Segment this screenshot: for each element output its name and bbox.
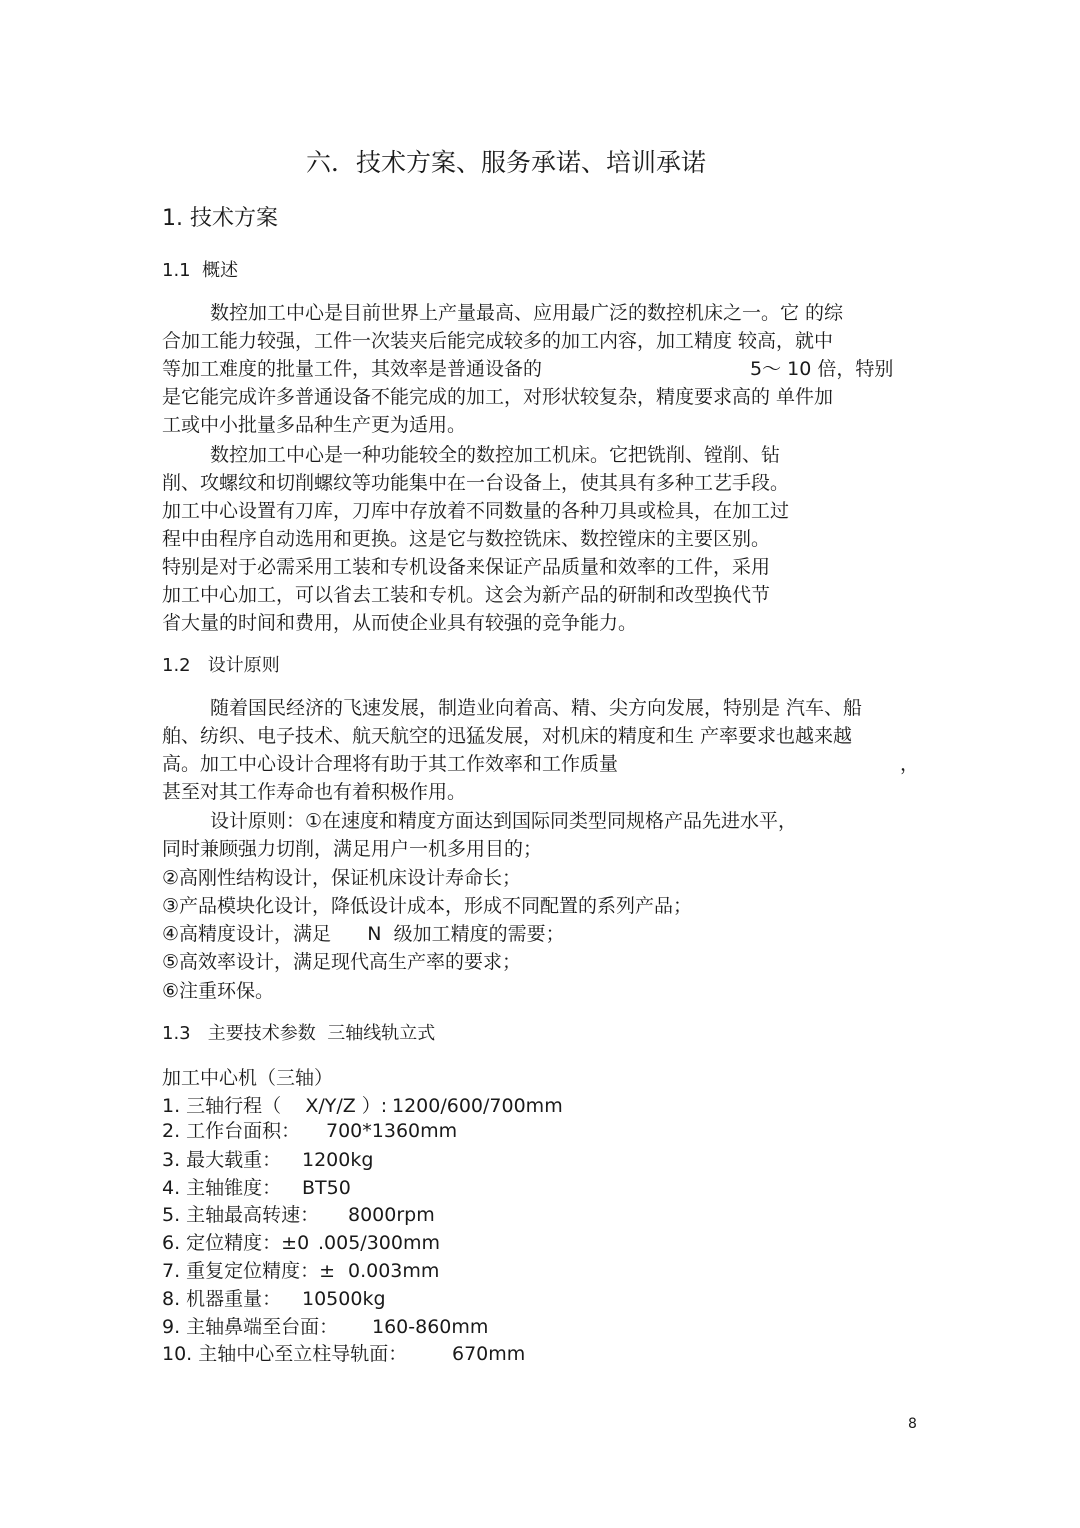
param-label: 8. 机器重量： <box>162 1288 282 1310</box>
param-value: 8000rpm <box>348 1204 435 1226</box>
paragraph-line: 随着国民经济的飞速发展，制造业向着高、精、尖方向发展，特别是 汽车、船 <box>210 697 863 719</box>
param-label: 9. 主轴鼻端至台面： <box>162 1316 339 1338</box>
param-value: 1200kg <box>302 1149 374 1171</box>
paragraph-line: 程中由程序自动选用和更换。这是它与数控铣床、数控镗床的主要区别。 <box>162 528 771 550</box>
paragraph-line: 数控加工中心是一种功能较全的数控加工机床。它把铣削、镗削、钻 <box>210 444 781 466</box>
paragraph-line: 5～ 10 倍，特别 <box>750 358 894 380</box>
list-item: ③产品模块化设计，降低设计成本，形成不同配置的系列产品； <box>162 895 693 917</box>
page-title: 六．技术方案、服务承诺、培训承诺 <box>306 148 707 177</box>
param-label: 5. 主轴最高转速： <box>162 1204 320 1226</box>
paragraph-line: 是它能完成许多普通设备不能完成的加工，对形状较复杂，精度要求高的 单件加 <box>162 386 834 408</box>
paragraph-line: 设计原则：①在速度和精度方面达到国际同类型同规格产品先进水平， <box>210 810 798 832</box>
paragraph-line: ， <box>900 753 920 775</box>
paragraph-line: 等加工难度的批量工件，其效率是普通设备的 <box>162 358 543 380</box>
param-value: .005/300mm <box>318 1232 440 1254</box>
list-item: ④高精度设计，满足 N 级加工精度的需要； <box>162 923 565 945</box>
param-value: 10500kg <box>302 1288 386 1310</box>
param-label: 1. 三轴行程（ X/Y/Z ）: <box>162 1095 388 1117</box>
paragraph-line: 工或中小批量多品种生产更为适用。 <box>162 414 467 436</box>
paragraph-line: 削、攻螺纹和切削螺纹等功能集中在一台设备上，使其具有多种工艺手段。 <box>162 472 790 494</box>
param-label: 6. 定位精度：±0 <box>162 1232 310 1254</box>
paragraph-line: 合加工能力较强，工件一次装夹后能完成较多的加工内容，加工精度 较高，就中 <box>162 330 834 352</box>
list-item: ⑤高效率设计，满足现代高生产率的要求； <box>162 951 522 973</box>
param-label: 10. 主轴中心至立柱导轨面： <box>162 1343 408 1365</box>
param-value: 0.003mm <box>348 1260 440 1282</box>
section-heading-design-principles: 1.2 设计原则 <box>162 655 280 676</box>
paragraph-line: 甚至对其工作寿命也有着积极作用。 <box>162 781 467 803</box>
section-heading-overview: 1.1 概述 <box>162 260 239 281</box>
paragraph-line: 特别是对于必需采用工装和专机设备来保证产品质量和效率的工件，采用 <box>162 556 771 578</box>
section-heading-technical-plan: 1. 技术方案 <box>162 206 278 231</box>
paragraph-line: 同时兼顾强力切削，满足用户一机多用目的； <box>162 838 543 860</box>
param-label: 2. 工作台面积： <box>162 1120 301 1142</box>
param-value: BT50 <box>302 1177 351 1199</box>
paragraph-line: 数控加工中心是目前世界上产量最高、应用最广泛的数控机床之一。它 的综 <box>210 302 844 324</box>
param-value: 670mm <box>452 1343 526 1365</box>
param-value: 1200/600/700mm <box>392 1095 563 1117</box>
paragraph-line: 高。加工中心设计合理将有助于其工作效率和工作质量 <box>162 753 619 775</box>
param-label: 7. 重复定位精度：± <box>162 1260 336 1282</box>
param-value: 160-860mm <box>372 1316 489 1338</box>
param-label: 4. 主轴锥度： <box>162 1177 282 1199</box>
paragraph-line: 舶、纺织、电子技术、航天航空的迅猛发展，对机床的精度和生 产率要求也越来越 <box>162 725 853 747</box>
list-item: ⑥注重环保。 <box>162 980 275 1002</box>
paragraph-line: 加工中心加工，可以省去工装和专机。这会为新产品的研制和改型换代节 <box>162 584 771 606</box>
page-number: 8 <box>908 1416 917 1432</box>
section-heading-main-parameters: 1.3 主要技术参数 三轴线轨立式 <box>162 1023 436 1044</box>
list-item: ②高刚性结构设计，保证机床设计寿命长； <box>162 867 522 889</box>
param-label: 3. 最大载重： <box>162 1149 282 1171</box>
paragraph-line: 加工中心设置有刀库，刀库中存放着不同数量的各种刀具或检具，在加工过 <box>162 500 790 522</box>
param-value: 700*1360mm <box>326 1120 458 1142</box>
paragraph-line: 省大量的时间和费用，从而使企业具有较强的竞争能力。 <box>162 612 638 634</box>
parameters-subtitle: 加工中心机（三轴） <box>162 1067 334 1089</box>
